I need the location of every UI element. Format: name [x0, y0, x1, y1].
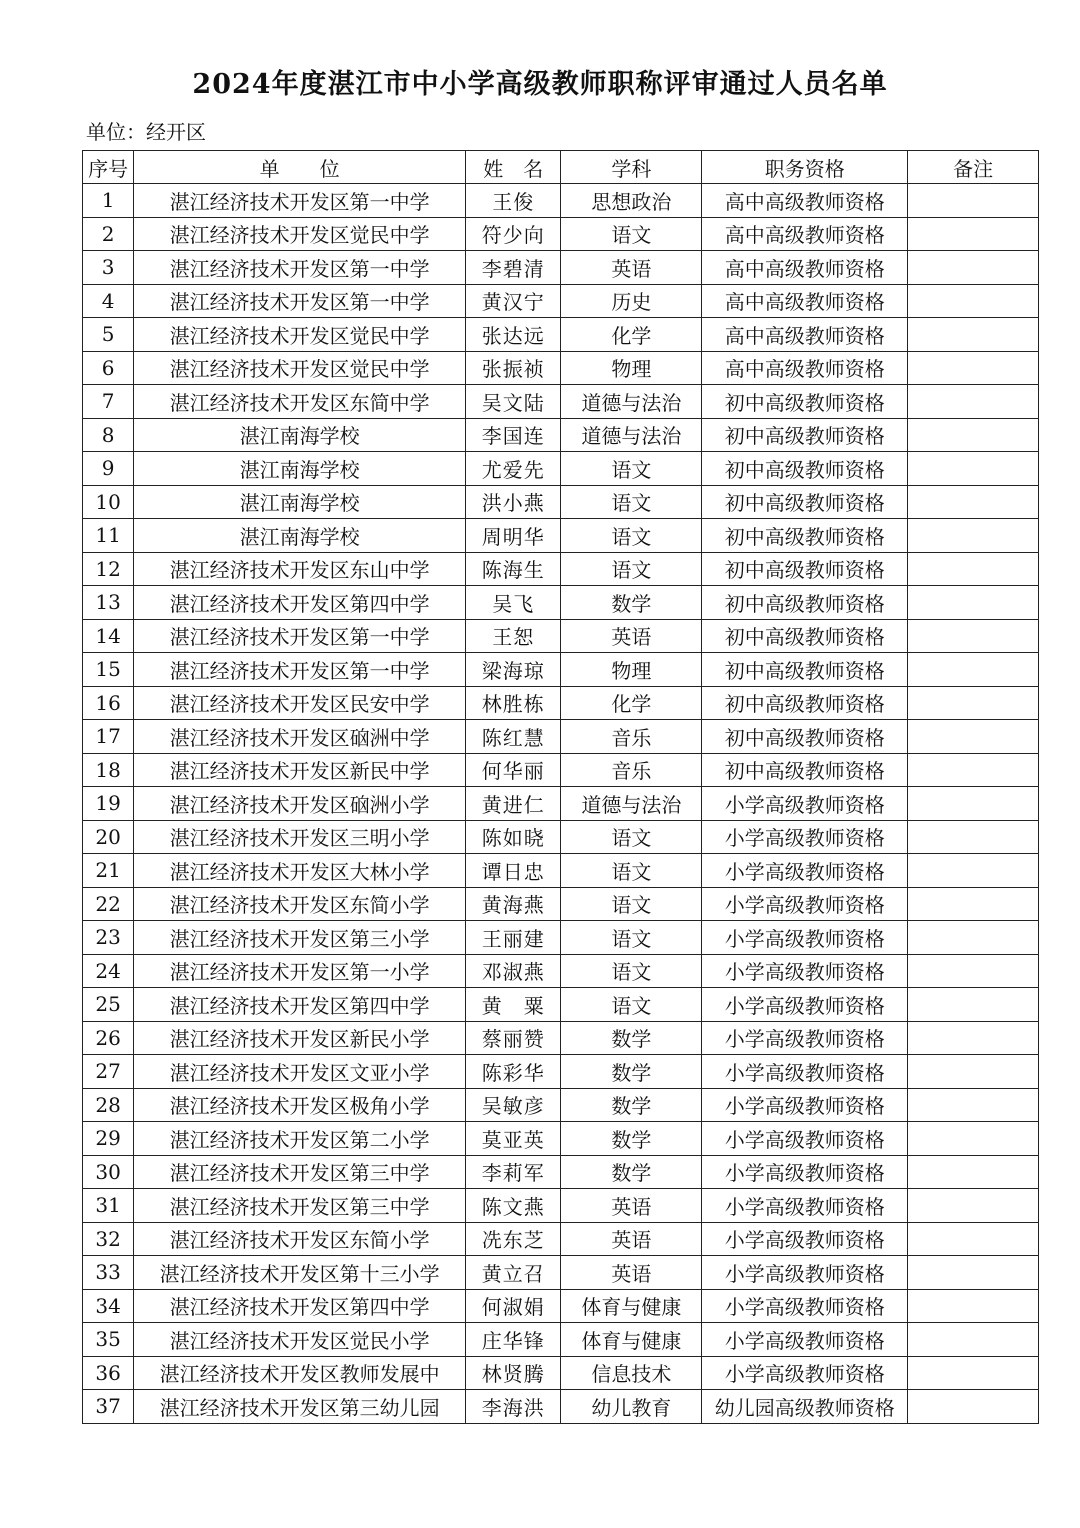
cell-note — [908, 954, 1039, 988]
cell-note — [908, 854, 1039, 888]
cell-subject: 语文 — [561, 452, 702, 486]
header-unit: 单 位 — [134, 151, 466, 184]
cell-note — [908, 586, 1039, 620]
cell-qualification: 初中高级教师资格 — [702, 586, 908, 620]
cell-unit: 湛江经济技术开发区东简小学 — [134, 887, 466, 921]
cell-note — [908, 217, 1039, 251]
cell-unit: 湛江经济技术开发区第一中学 — [134, 619, 466, 653]
cell-subject: 语文 — [561, 854, 702, 888]
cell-name: 张振祯 — [466, 351, 561, 385]
header-name: 姓 名 — [466, 151, 561, 184]
cell-qualification: 初中高级教师资格 — [702, 753, 908, 787]
cell-subject: 音乐 — [561, 720, 702, 754]
cell-name: 陈彩华 — [466, 1055, 561, 1089]
table-row — [83, 653, 1039, 687]
cell-qualification: 小学高级教师资格 — [702, 1356, 908, 1390]
cell-note — [908, 753, 1039, 787]
table-row — [83, 385, 1039, 419]
cell-subject: 道德与法治 — [561, 418, 702, 452]
table-row — [83, 1222, 1039, 1256]
table-row — [83, 1289, 1039, 1323]
table-row — [83, 1055, 1039, 1089]
cell-name: 李海洪 — [466, 1390, 561, 1424]
table-body — [83, 184, 1039, 1424]
cell-note — [908, 1021, 1039, 1055]
cell-qualification: 小学高级教师资格 — [702, 954, 908, 988]
cell-no: 20 — [83, 820, 134, 854]
cell-name: 王俊 — [466, 184, 561, 218]
cell-name: 吴敏彦 — [466, 1088, 561, 1122]
cell-no: 17 — [83, 720, 134, 754]
cell-no: 9 — [83, 452, 134, 486]
cell-subject: 英语 — [561, 1222, 702, 1256]
cell-qualification: 初中高级教师资格 — [702, 686, 908, 720]
cell-unit: 湛江经济技术开发区第四中学 — [134, 1289, 466, 1323]
table-row — [83, 1356, 1039, 1390]
cell-subject: 英语 — [561, 251, 702, 285]
cell-subject: 语文 — [561, 954, 702, 988]
cell-no: 5 — [83, 318, 134, 352]
table-row — [83, 452, 1039, 486]
cell-name: 蔡丽赞 — [466, 1021, 561, 1055]
cell-no: 16 — [83, 686, 134, 720]
table-row — [83, 485, 1039, 519]
cell-no: 28 — [83, 1088, 134, 1122]
cell-subject: 数学 — [561, 1021, 702, 1055]
table-row — [83, 1088, 1039, 1122]
cell-no: 31 — [83, 1189, 134, 1223]
table-row — [83, 1155, 1039, 1189]
cell-name: 黄海燕 — [466, 887, 561, 921]
cell-note — [908, 1390, 1039, 1424]
cell-unit: 湛江经济技术开发区第十三小学 — [134, 1256, 466, 1290]
cell-no: 35 — [83, 1323, 134, 1357]
cell-qualification: 小学高级教师资格 — [702, 820, 908, 854]
cell-subject: 道德与法治 — [561, 385, 702, 419]
cell-no: 4 — [83, 284, 134, 318]
cell-unit: 湛江经济技术开发区觉民中学 — [134, 318, 466, 352]
cell-no: 25 — [83, 988, 134, 1022]
table-row — [83, 184, 1039, 218]
cell-note — [908, 653, 1039, 687]
cell-no: 29 — [83, 1122, 134, 1156]
cell-no: 7 — [83, 385, 134, 419]
cell-unit: 湛江经济技术开发区新民小学 — [134, 1021, 466, 1055]
cell-no: 33 — [83, 1256, 134, 1290]
cell-name: 梁海琼 — [466, 653, 561, 687]
cell-note — [908, 720, 1039, 754]
cell-qualification: 初中高级教师资格 — [702, 552, 908, 586]
cell-qualification: 小学高级教师资格 — [702, 1088, 908, 1122]
cell-unit: 湛江经济技术开发区第三小学 — [134, 921, 466, 955]
cell-qualification: 小学高级教师资格 — [702, 1021, 908, 1055]
cell-name: 陈文燕 — [466, 1189, 561, 1223]
cell-name: 庄华锋 — [466, 1323, 561, 1357]
table-row — [83, 619, 1039, 653]
cell-no: 2 — [83, 217, 134, 251]
cell-unit: 湛江经济技术开发区第四中学 — [134, 586, 466, 620]
cell-qualification: 初中高级教师资格 — [702, 485, 908, 519]
cell-subject: 幼儿教育 — [561, 1390, 702, 1424]
cell-unit: 湛江经济技术开发区三明小学 — [134, 820, 466, 854]
table-row — [83, 854, 1039, 888]
cell-name: 林贤腾 — [466, 1356, 561, 1390]
cell-note — [908, 552, 1039, 586]
cell-subject: 英语 — [561, 1189, 702, 1223]
cell-name: 吴飞 — [466, 586, 561, 620]
cell-qualification: 小学高级教师资格 — [702, 1256, 908, 1290]
cell-unit: 湛江经济技术开发区第三中学 — [134, 1189, 466, 1223]
cell-note — [908, 1122, 1039, 1156]
cell-name: 陈海生 — [466, 552, 561, 586]
cell-note — [908, 820, 1039, 854]
cell-name: 黄 粟 — [466, 988, 561, 1022]
table-header — [83, 151, 1039, 184]
unit-line: 单位：经开区 — [86, 120, 206, 144]
cell-no: 27 — [83, 1055, 134, 1089]
table-row — [83, 753, 1039, 787]
cell-subject: 音乐 — [561, 753, 702, 787]
cell-qualification: 小学高级教师资格 — [702, 921, 908, 955]
cell-subject: 物理 — [561, 653, 702, 687]
table-row — [83, 1390, 1039, 1424]
cell-no: 21 — [83, 854, 134, 888]
cell-no: 12 — [83, 552, 134, 586]
cell-note — [908, 1222, 1039, 1256]
cell-name: 谭日忠 — [466, 854, 561, 888]
table-row — [83, 351, 1039, 385]
cell-no: 10 — [83, 485, 134, 519]
personnel-table — [82, 150, 1039, 1424]
table-row — [83, 887, 1039, 921]
table-row — [83, 988, 1039, 1022]
cell-subject: 思想政治 — [561, 184, 702, 218]
cell-name: 黄立召 — [466, 1256, 561, 1290]
cell-name: 何淑娟 — [466, 1289, 561, 1323]
cell-subject: 道德与法治 — [561, 787, 702, 821]
table-row — [83, 519, 1039, 553]
cell-subject: 体育与健康 — [561, 1289, 702, 1323]
cell-subject: 英语 — [561, 619, 702, 653]
cell-no: 30 — [83, 1155, 134, 1189]
cell-note — [908, 385, 1039, 419]
cell-unit: 湛江经济技术开发区东简小学 — [134, 1222, 466, 1256]
cell-subject: 化学 — [561, 686, 702, 720]
cell-qualification: 小学高级教师资格 — [702, 1055, 908, 1089]
cell-qualification: 高中高级教师资格 — [702, 284, 908, 318]
header-no: 序号 — [83, 151, 134, 184]
cell-note — [908, 1189, 1039, 1223]
cell-unit: 湛江经济技术开发区硇洲中学 — [134, 720, 466, 754]
cell-unit: 湛江经济技术开发区硇洲小学 — [134, 787, 466, 821]
cell-note — [908, 1356, 1039, 1390]
cell-note — [908, 1256, 1039, 1290]
cell-no: 11 — [83, 519, 134, 553]
cell-subject: 语文 — [561, 217, 702, 251]
cell-note — [908, 318, 1039, 352]
cell-qualification: 小学高级教师资格 — [702, 988, 908, 1022]
cell-name: 张达远 — [466, 318, 561, 352]
document-title: 2024年度湛江市中小学高级教师职称评审通过人员名单 — [192, 69, 888, 100]
cell-no: 34 — [83, 1289, 134, 1323]
cell-note — [908, 1155, 1039, 1189]
cell-no: 3 — [83, 251, 134, 285]
cell-qualification: 高中高级教师资格 — [702, 351, 908, 385]
cell-unit: 湛江经济技术开发区第一中学 — [134, 653, 466, 687]
cell-unit: 湛江经济技术开发区第一中学 — [134, 284, 466, 318]
table-row — [83, 686, 1039, 720]
cell-unit: 湛江经济技术开发区大林小学 — [134, 854, 466, 888]
table-row — [83, 1189, 1039, 1223]
cell-note — [908, 284, 1039, 318]
cell-name: 陈如晓 — [466, 820, 561, 854]
cell-subject: 数学 — [561, 1055, 702, 1089]
cell-unit: 湛江南海学校 — [134, 418, 466, 452]
cell-unit: 湛江经济技术开发区文亚小学 — [134, 1055, 466, 1089]
cell-note — [908, 787, 1039, 821]
cell-qualification: 小学高级教师资格 — [702, 1289, 908, 1323]
cell-no: 22 — [83, 887, 134, 921]
table-row — [83, 318, 1039, 352]
cell-no: 14 — [83, 619, 134, 653]
table-row — [83, 418, 1039, 452]
cell-qualification: 高中高级教师资格 — [702, 217, 908, 251]
cell-name: 符少向 — [466, 217, 561, 251]
cell-qualification: 小学高级教师资格 — [702, 1189, 908, 1223]
cell-no: 32 — [83, 1222, 134, 1256]
cell-unit: 湛江经济技术开发区觉民中学 — [134, 351, 466, 385]
cell-unit: 湛江经济技术开发区极角小学 — [134, 1088, 466, 1122]
cell-name: 黄汉宁 — [466, 284, 561, 318]
cell-subject: 语文 — [561, 921, 702, 955]
cell-unit: 湛江南海学校 — [134, 452, 466, 486]
cell-subject: 语文 — [561, 519, 702, 553]
cell-name: 邓淑燕 — [466, 954, 561, 988]
cell-note — [908, 1323, 1039, 1357]
cell-unit: 湛江经济技术开发区新民中学 — [134, 753, 466, 787]
cell-note — [908, 1289, 1039, 1323]
table-row — [83, 954, 1039, 988]
cell-no: 15 — [83, 653, 134, 687]
cell-no: 37 — [83, 1390, 134, 1424]
cell-unit: 湛江经济技术开发区第一中学 — [134, 184, 466, 218]
cell-subject: 数学 — [561, 1122, 702, 1156]
cell-unit: 湛江经济技术开发区第二小学 — [134, 1122, 466, 1156]
cell-qualification: 初中高级教师资格 — [702, 418, 908, 452]
table-row — [83, 720, 1039, 754]
cell-name: 冼东芝 — [466, 1222, 561, 1256]
cell-note — [908, 1088, 1039, 1122]
cell-qualification: 初中高级教师资格 — [702, 653, 908, 687]
cell-name: 洪小燕 — [466, 485, 561, 519]
cell-subject: 数学 — [561, 1088, 702, 1122]
cell-unit: 湛江经济技术开发区觉民中学 — [134, 217, 466, 251]
cell-note — [908, 452, 1039, 486]
cell-note — [908, 351, 1039, 385]
table-row — [83, 552, 1039, 586]
cell-no: 36 — [83, 1356, 134, 1390]
cell-qualification: 初中高级教师资格 — [702, 619, 908, 653]
cell-name: 周明华 — [466, 519, 561, 553]
cell-note — [908, 485, 1039, 519]
table-row — [83, 921, 1039, 955]
cell-name: 王丽建 — [466, 921, 561, 955]
cell-qualification: 小学高级教师资格 — [702, 1222, 908, 1256]
cell-unit: 湛江经济技术开发区觉民小学 — [134, 1323, 466, 1357]
table-row — [83, 787, 1039, 821]
cell-qualification: 初中高级教师资格 — [702, 385, 908, 419]
cell-qualification: 小学高级教师资格 — [702, 1323, 908, 1357]
cell-subject: 信息技术 — [561, 1356, 702, 1390]
cell-note — [908, 519, 1039, 553]
cell-no: 13 — [83, 586, 134, 620]
cell-subject: 英语 — [561, 1256, 702, 1290]
cell-subject: 体育与健康 — [561, 1323, 702, 1357]
cell-subject: 语文 — [561, 485, 702, 519]
cell-name: 何华丽 — [466, 753, 561, 787]
cell-unit: 湛江经济技术开发区东简中学 — [134, 385, 466, 419]
cell-qualification: 小学高级教师资格 — [702, 1122, 908, 1156]
table-row — [83, 284, 1039, 318]
cell-subject: 语文 — [561, 887, 702, 921]
cell-unit: 湛江经济技术开发区第三中学 — [134, 1155, 466, 1189]
cell-no: 19 — [83, 787, 134, 821]
header-row — [83, 151, 1039, 184]
cell-no: 1 — [83, 184, 134, 218]
cell-note — [908, 418, 1039, 452]
cell-name: 黄进仁 — [466, 787, 561, 821]
cell-no: 8 — [83, 418, 134, 452]
cell-note — [908, 619, 1039, 653]
cell-unit: 湛江经济技术开发区第一小学 — [134, 954, 466, 988]
table-row — [83, 1122, 1039, 1156]
cell-name: 王恕 — [466, 619, 561, 653]
cell-qualification: 幼儿园高级教师资格 — [702, 1390, 908, 1424]
cell-unit: 湛江经济技术开发区教师发展中 — [134, 1356, 466, 1390]
cell-no: 6 — [83, 351, 134, 385]
cell-qualification: 初中高级教师资格 — [702, 519, 908, 553]
cell-unit: 湛江南海学校 — [134, 519, 466, 553]
table-row — [83, 820, 1039, 854]
cell-qualification: 小学高级教师资格 — [702, 1155, 908, 1189]
cell-unit: 湛江南海学校 — [134, 485, 466, 519]
cell-qualification: 高中高级教师资格 — [702, 318, 908, 352]
cell-subject: 数学 — [561, 586, 702, 620]
table-row — [83, 586, 1039, 620]
cell-note — [908, 251, 1039, 285]
cell-note — [908, 887, 1039, 921]
cell-unit: 湛江经济技术开发区第三幼儿园 — [134, 1390, 466, 1424]
cell-unit: 湛江经济技术开发区第四中学 — [134, 988, 466, 1022]
cell-subject: 语文 — [561, 820, 702, 854]
cell-qualification: 初中高级教师资格 — [702, 452, 908, 486]
cell-note — [908, 184, 1039, 218]
cell-qualification: 初中高级教师资格 — [702, 720, 908, 754]
cell-note — [908, 686, 1039, 720]
cell-name: 李国连 — [466, 418, 561, 452]
cell-name: 莫亚英 — [466, 1122, 561, 1156]
cell-note — [908, 1055, 1039, 1089]
header-qualification: 职务资格 — [702, 151, 908, 184]
cell-no: 24 — [83, 954, 134, 988]
cell-subject: 数学 — [561, 1155, 702, 1189]
cell-qualification: 高中高级教师资格 — [702, 184, 908, 218]
cell-name: 陈红慧 — [466, 720, 561, 754]
cell-qualification: 小学高级教师资格 — [702, 854, 908, 888]
cell-unit: 湛江经济技术开发区第一中学 — [134, 251, 466, 285]
cell-name: 李碧清 — [466, 251, 561, 285]
cell-no: 18 — [83, 753, 134, 787]
table-row — [83, 1021, 1039, 1055]
cell-subject: 历史 — [561, 284, 702, 318]
cell-note — [908, 921, 1039, 955]
cell-name: 李莉军 — [466, 1155, 561, 1189]
cell-name: 吴文陆 — [466, 385, 561, 419]
cell-subject: 化学 — [561, 318, 702, 352]
cell-qualification: 小学高级教师资格 — [702, 787, 908, 821]
table-row — [83, 1323, 1039, 1357]
table-row — [83, 251, 1039, 285]
cell-qualification: 高中高级教师资格 — [702, 251, 908, 285]
table-row — [83, 1256, 1039, 1290]
cell-unit: 湛江经济技术开发区东山中学 — [134, 552, 466, 586]
cell-no: 23 — [83, 921, 134, 955]
cell-no: 26 — [83, 1021, 134, 1055]
header-note: 备注 — [908, 151, 1039, 184]
cell-subject: 语文 — [561, 552, 702, 586]
cell-name: 林胜栋 — [466, 686, 561, 720]
table-row — [83, 217, 1039, 251]
cell-name: 尤爱先 — [466, 452, 561, 486]
cell-note — [908, 988, 1039, 1022]
header-subject: 学科 — [561, 151, 702, 184]
cell-qualification: 小学高级教师资格 — [702, 887, 908, 921]
cell-subject: 语文 — [561, 988, 702, 1022]
cell-subject: 物理 — [561, 351, 702, 385]
cell-unit: 湛江经济技术开发区民安中学 — [134, 686, 466, 720]
